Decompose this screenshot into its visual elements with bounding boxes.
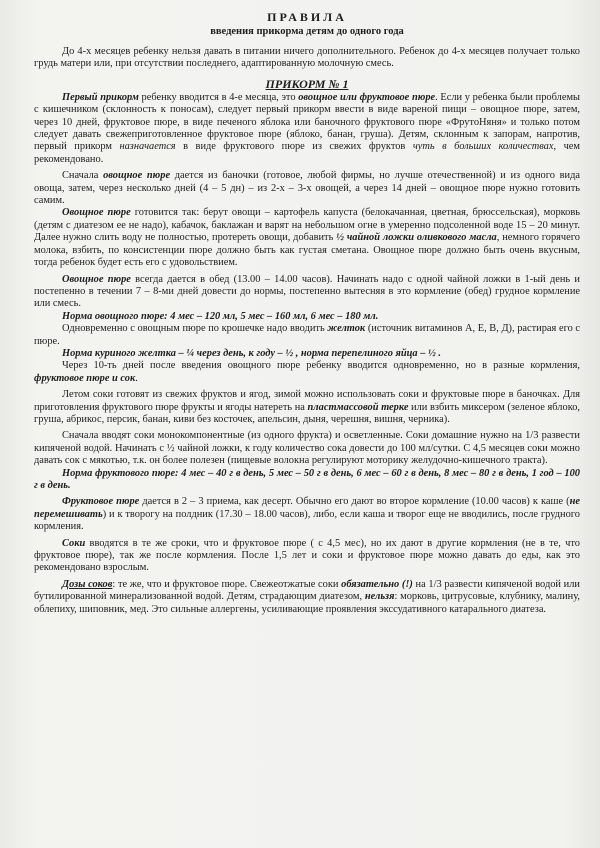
paragraph-juices-start: Сначала вводят соки монокомпонентные (из одного фрукта) и осветленные. Соки домашние нужно на 1/3 развести кипяченой водой. Начинать с ½ чайной ложки, к году количество сока довести до 100 мл/сутки. С 4,5 месяцев соки можно давать сок с мякотью, т.к. он более полезен (пищевые волокна регулируют моторику желудочно-кишечного тракта). bbox=[34, 430, 580, 467]
term-prescribed: назначается bbox=[119, 141, 176, 153]
term-do-not-mix: не перемешивать bbox=[34, 496, 580, 520]
norm-vegetable: Норма овощного пюре: 4 мес – 120 мл, 5 мес – 160 мл, 6 мес – 180 мл. bbox=[62, 310, 379, 322]
paragraph-yolk: Одновременно с овощным пюре по крошечке надо вводить желток (источник витаминов А, Е, В, Д), растирая его с пюре. bbox=[34, 323, 581, 347]
term-fruit-and-juice: фруктовое пюре и сок bbox=[34, 372, 136, 384]
paragraph-vegetable-recipe: Овощное пюре готовится так: берут овощи – картофель капуста (белокачанная, цветная, брюссельская), морковь (детям с диатезом ее не надо), кабачок, баклажан и варят на небольшом огне в умеренно подсоленной воде 15 – 20 минут. Далее нужно слить воду не полностью, протереть овощи, добавить ½ чайной ложки оливкового масла, немного горячего молока, взбить, по консистенции пюре должно быть как густая сметана. Овощное пюре должно быть очень вкусным, тогда ребенок будет есть его с удовольствием. bbox=[34, 207, 580, 269]
norm-fruit: Норма фруктового пюре: 4 мес – 40 г в день, 5 мес – 50 г в день, 6 мес – 60 г в день, 8 мес – 80 г в день, 1 год – 100 г в день. bbox=[34, 467, 580, 491]
term-juices: Соки bbox=[62, 537, 86, 549]
term-larger-quantity: чуть в больших количествах bbox=[412, 141, 554, 153]
term-mandatory: обязательно (!) bbox=[341, 578, 413, 590]
term-plastic-grater: пластмассовой терке bbox=[307, 401, 409, 413]
paragraph-vegetable-start: Сначала овощное пюре дается из баночки (готовое, любой фирмы, но лучше отечественной) и из одного вида овоща, затем, через несколько дней (4 – 5 дн) – из 2-х – 3-х овощей, а через 14 дней – овощное пюре нужно готовить самим. bbox=[34, 170, 580, 207]
paragraph-juices-summer: Летом соки готовят из свежих фруктов и ягод, зимой можно использовать соки и фруктовые пюре в баночках. Для приготовления фруктового пюре фрукты и ягоды натереть на пластмассовой терке или взбить миксером (зеленое яблоко, груша, абрикос, персик, банан, киви без косточек, апельсин, дыня, черешня, вишня, черника). bbox=[34, 389, 581, 425]
term-juice-doses: Дозы соков bbox=[62, 578, 113, 590]
term-yolk: желток bbox=[327, 323, 366, 335]
paragraph-first-feeding: Первый прикорм ребенку вводится в 4-е месяца, это овощное или фруктовое пюре. Если у ребенка были проблемы с кишечником (склонность к поносам), следует первый прикорм ввести в виде вареной пищи – овощное пюре, затем, через 10 дней, фруктовое пюре, в виде печеного яблока или баночного фруктового пюре «ФрутоНяня» и только потом следует давать свежеприготовленное фруктовое пюре (яблоко, банан, груша). Детям, склонным к запорам, напротив, первый прикорм назначается в виде фруктового пюре из свежих фруктов чуть в больших количествах, чем рекомендовано. bbox=[34, 91, 581, 165]
term-olive-oil: ½ чайной ложки оливкового масла bbox=[336, 232, 497, 244]
term-fruit-puree: Фруктовое пюре bbox=[62, 496, 140, 508]
term-first-feeding: Первый прикорм bbox=[62, 91, 139, 103]
paragraph-vegetable-timing: Овощное пюре всегда дается в обед (13.00 – 14.00 часов). Начинать надо с одной чайной ложки в 1-ый день и постепенно в течении 7 – 8-ми дней довести до нормы, постепенно вытесняя в это кормление (обед) грудное кормление или смесь. bbox=[34, 273, 580, 310]
term-vegetable-puree-3: Овощное пюре bbox=[62, 273, 131, 285]
paragraph-juices-timing: Соки вводятся в те же сроки, что и фруктовое пюре ( с 4,5 мес), но их дают в другие кормления (не в те, что фруктовое пюре), так же после кормления. После 1,5 лет и соки и фруктовое пюре можно давать до еды, как это рекомендовано взрослым. bbox=[34, 537, 580, 574]
doc-subtitle: введения прикорма детям до одного года bbox=[210, 26, 404, 37]
paragraph-fruit-dessert: Фруктовое пюре дается в 2 – 3 приема, как десерт. Обычно его дают во второе кормление (10.00 часов) к каше (не перемешивать) и к творогу на полдник (17.30 – 18.00 часов), либо, если каша и творог еще не вводились, после грудного кормления. bbox=[34, 496, 580, 533]
norm-yolk: Норма куриного желтка – ¼ через день, к году – ½ , норма перепелиного яйца – ½ . bbox=[62, 347, 441, 359]
section-heading: ПРИКОРМ № 1 bbox=[265, 76, 349, 91]
doc-title: ПРАВИЛА bbox=[267, 10, 347, 24]
paragraph-fruit-intro: Через 10-ть дней после введения овощного пюре ребенку вводится одновременно, но в разные кормления, фруктовое пюре и сок. bbox=[34, 360, 580, 384]
term-vegetable-puree-2: Овощное пюре bbox=[62, 207, 131, 219]
term-puree: овощное или фруктовое пюре bbox=[298, 91, 436, 103]
term-forbidden: нельзя bbox=[364, 591, 395, 603]
intro-paragraph: До 4-х месяцев ребенку нельзя давать в питании ничего дополнительного. Ребенок до 4-х месяцев получает только грудь матери или, при отсутствии последнего, адаптированную молочную смесь. bbox=[34, 46, 580, 70]
paragraph-juice-doses: Дозы соков: те же, что и фруктовое пюре. Свежеотжатые соки обязательно (!) на 1/3 развести кипяченой водой или бутилированной минерализованной водой. Детям, страдающим диатезом, нельзя: морковь, цитрусовые, клубнику, малину, облепиху, шиповник, мед. Это сильные аллергены, усиливающие проявления экссудативного катарального диатеза. bbox=[34, 578, 580, 615]
term-vegetable-puree: овощное пюре bbox=[103, 170, 171, 182]
